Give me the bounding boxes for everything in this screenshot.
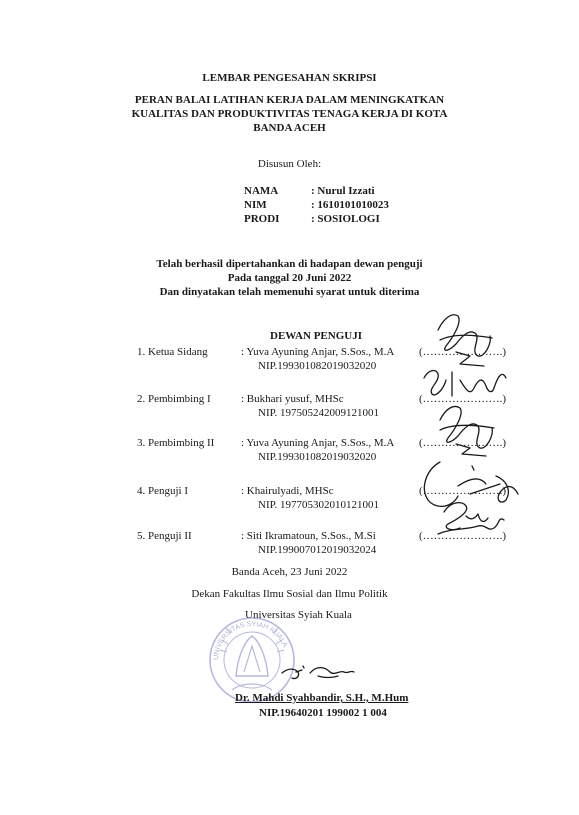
dean-name: Dr. Mahdi Syahbandir, S.H., M.Hum: [235, 692, 409, 704]
examiner-name: : Yuva Ayuning Anjar, S.Sos., M.A: [241, 346, 395, 358]
thesis-title-line-2: KUALITAS DAN PRODUKTIVITAS TENAGA KERJA DI KOTA: [131, 108, 448, 120]
examiner-role: 4. Penguji I: [137, 485, 189, 497]
identity-value-prodi: : SOSIOLOGI: [311, 213, 380, 225]
examiner-nip: NIP.199007012019032024: [258, 544, 377, 556]
examiner-name: : Yuva Ayuning Anjar, S.Sos., M.A: [241, 437, 395, 449]
statement-line-3: Dan dinyatakan telah memenuhi syarat untuk diterima: [159, 286, 420, 298]
signature-2-image: [424, 371, 506, 396]
signature-3-image: [440, 407, 494, 457]
university-name: Universitas Syiah Kuala: [245, 609, 352, 621]
examiner-nip: NIP.199301082019032020: [258, 360, 377, 372]
examiner-role: 3. Pembimbing II: [137, 437, 215, 449]
thesis-title-line-1: PERAN BALAI LATIHAN KERJA DALAM MENINGKATKAN: [134, 94, 445, 106]
examiner-nip: NIP. 197705302010121001: [258, 499, 380, 511]
examiner-nip: NIP.199301082019032020: [258, 451, 377, 463]
examiner-role: 1. Ketua Sidang: [137, 346, 208, 358]
examiner-role: 2. Pembimbing I: [137, 393, 211, 405]
signature-1-image: [438, 315, 492, 366]
dean-signature-image: [282, 666, 354, 679]
seal-text: UNIVERSITAS SYIAH KUALA: [212, 620, 289, 661]
place-date: Banda Aceh, 23 Juni 2022: [231, 566, 348, 578]
dean-nip: NIP.19640201 199002 1 004: [259, 707, 387, 719]
identity-value-nim: : 1610101010023: [311, 199, 389, 211]
examiner-name: : Khairulyadi, MHSc: [241, 485, 334, 497]
statement-line-1: Telah berhasil dipertahankan di hadapan dewan penguji: [156, 258, 423, 270]
board-title: DEWAN PENGUJI: [270, 330, 362, 342]
examiner-nip: NIP. 197505242009121001: [258, 407, 380, 419]
signature-field: (………………….): [419, 393, 507, 405]
identity-key-name: NAMA: [244, 185, 279, 197]
identity-value-name: : Nurul Izzati: [311, 185, 375, 197]
signature-5-image: [438, 503, 504, 534]
signature-field: (………………….): [419, 485, 507, 497]
identity-key-nim: NIM: [244, 199, 267, 211]
examiner-name: : Bukhari yusuf, MHSc: [241, 393, 344, 405]
dean-title: Dekan Fakultas Ilmu Sosial dan Ilmu Politik: [191, 588, 388, 600]
identity-key-prodi: PRODI: [244, 213, 280, 225]
document-heading: LEMBAR PENGESAHAN SKRIPSI: [202, 72, 377, 84]
examiner-role: 5. Penguji II: [137, 530, 192, 542]
signature-4-image: [424, 462, 518, 506]
statement-line-2: Pada tanggal 20 Juni 2022: [227, 272, 352, 284]
signature-field: (………………….): [419, 530, 507, 542]
signature-field: (………………….): [419, 346, 507, 358]
signature-field: (………………….): [419, 437, 507, 449]
examiner-name: : Siti Ikramatoun, S.Sos., M.Si: [241, 530, 376, 542]
thesis-title-line-3: BANDA ACEH: [253, 122, 326, 134]
prepared-by-label: Disusun Oleh:: [257, 158, 322, 170]
